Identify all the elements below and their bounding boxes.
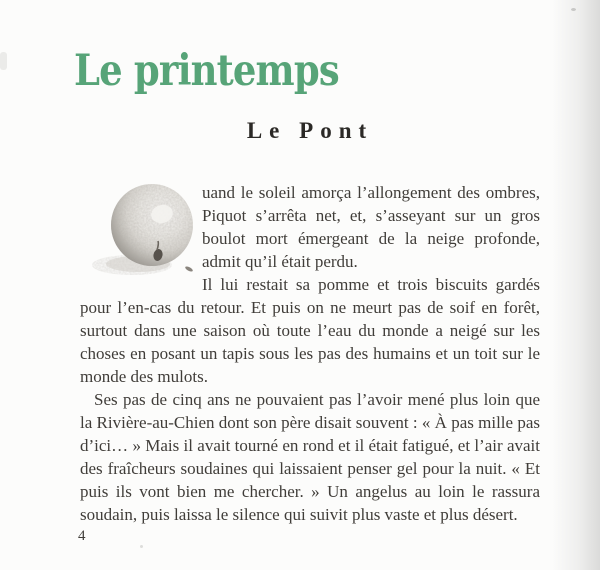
section-title: Le printemps [74, 46, 339, 96]
scan-speck [140, 545, 143, 548]
body-text [80, 181, 540, 526]
scan-edge-shadow [552, 0, 600, 570]
paragraph-1: uand le soleil amorça l’allongement des ombres, Piquot s’arrêta net, et, s’asseyant sur un gros boulot mort émergeant de la neige profonde, admit qu’il était perdu. [202, 183, 540, 271]
scan-smudge [0, 52, 7, 70]
page-number: 4 [78, 528, 86, 544]
scan-speck [571, 8, 576, 11]
apple-illustration [80, 181, 202, 285]
paragraph-3: Ses pas de cinq ans ne pouvaient pas l’avoir mené plus loin que la Rivière-au-Chien dont son père disait souvent : « À pas mille pas d’ici… » Mais il avait tourné en rond et il était fatigué, et l’air avait des fraîcheurs soudaines qui laissaient penser gel pour la nuit. « Et puis ils vont bien me chercher. » Un angelus au loin le rassura soudain, puis laissa le silence qui suivit plus vaste et plus désert. [80, 390, 540, 524]
paragraph-2: Il lui restait sa pomme et trois biscuits gardés pour l’en-cas du retour. Et puis on ne meurt pas de soif en forêt, surtout dans une saison où toute l’eau du monde a neigé sur les choses en posant un tapis sous les pas des humains et un toit sur le monde des mulots. [80, 275, 540, 386]
chapter-title: Le Pont [246, 118, 374, 143]
